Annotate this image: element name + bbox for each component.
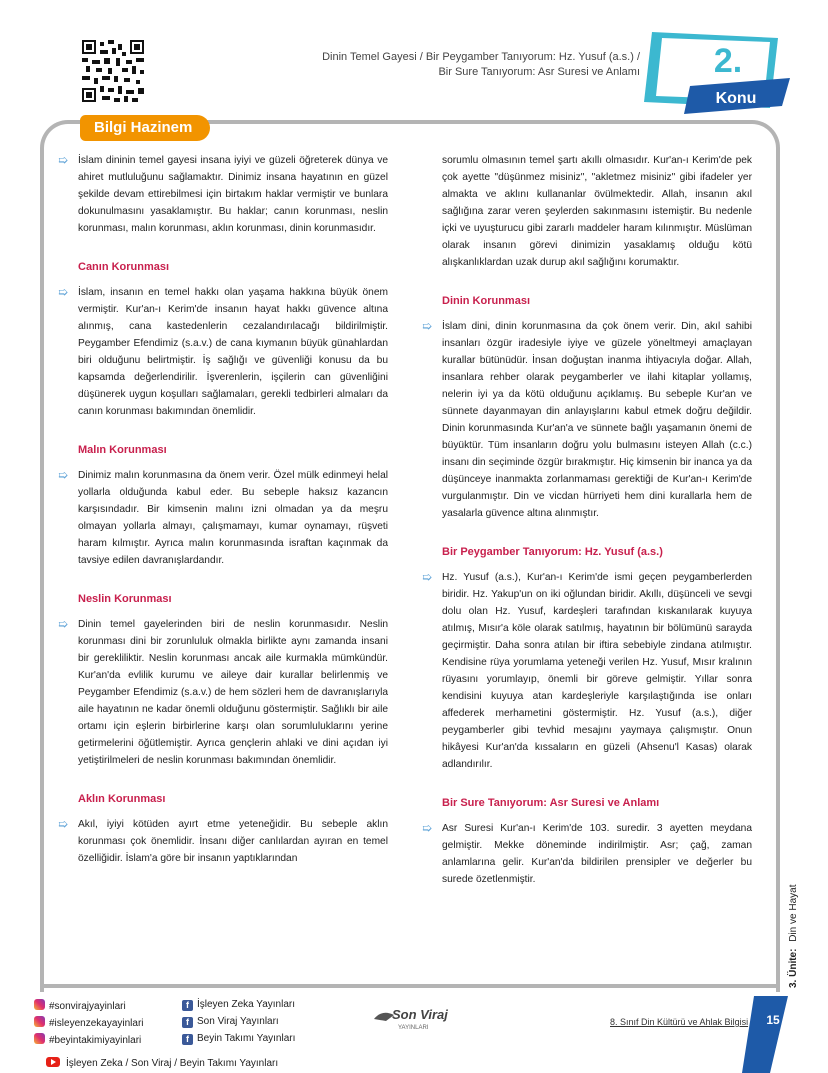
paragraph-asr — [422, 820, 752, 888]
section-title-akil: Aklın Korunması — [78, 793, 166, 805]
youtube-icon — [46, 1057, 60, 1067]
unit-label: 3. Ünite: — [788, 948, 799, 988]
arrow-icon: ➯ — [58, 153, 69, 167]
section-title-din: Dinin Korunması — [442, 295, 531, 307]
instagram-icon — [34, 999, 45, 1010]
asr-text: Asr Suresi Kur'an-ı Kerim'de 103. suredir. 3 ayetten meydana gelmiştir. Mekke döneminde indirilmiştir. Asr; çağ, zaman anlamlarına gelir. Kur'an'da bildirilen prensipler ve değerler bu surede özetlenmiştir. — [442, 823, 752, 885]
publisher-logo — [372, 1003, 462, 1033]
can-text: İslam, insanın en temel hakkı olan yaşama hakkına büyük önem vermiştir. Kur'an-ı Kerim'de insanın hayat hakkı güvence altına alınmış, cana kastedenlerin cezalandırılacağı bildirilmiştir. Peygamber Efendimiz (s.a.v.) de cana kıymanın büyük günahlardan biri olduğunu belirtmiştir. İş sağlığı ve güvenliği konusu da bu kapsamda değerlendirilir. İşverenlerin, işçilerin can güvenliğini düşünerek uygun koşulları sağlamaları, gerekli tedbirleri almaları da canın korunması bakımından önemlidir. — [78, 287, 388, 417]
arrow-icon: ➯ — [422, 319, 433, 333]
nesil-text: Dinin temel gayelerinden biri de neslin korunmasıdır. Neslin korunması dini bir zorunluluk olmakla birlikte aynı zamanda insani bir gerekliliktir. Neslin korunması ancak aile kurmakla mümkündür. Kur'an'da evlilik kurumu ve aileye dair kurallar belirlenmiş ve Peygamber Efendimiz (s.a.v.) de hem sözleri hem de davranışlarıyla aile hayatının ne kadar önemli olduğunu göstermiştir. Sağlıklı bir aile ortamı için eşlerin birbirlerine karşı olan sorumluluklarını yerine getirmelerini öğütlemiştir. Ayrıca gençlerin ahlaki ve dini açıdan iyi yetiştirilmeleri de neslin korunması bakımından önemlidir. — [78, 619, 388, 766]
logo-subtext: YAYINLARI — [398, 1025, 429, 1031]
intro-text: İslam dininin temel gayesi insana iyiyi ve güzeli öğreterek dünya ve ahiret mutluluğunu sağlamaktır. Dinimiz insana hayatının en güzel şekilde devam ettirebilmesi için birtakım haklar vermiştir ve bunlara dokunulmasını yasaklamıştır. Bu haklar; canın korunması, neslin korunması, malın korunması, aklın korunması, dinin korunmasıdır. — [78, 155, 388, 234]
konu-number: 2. — [713, 42, 743, 80]
youtube-link[interactable]: İşleyen Zeka / Son Viraj / Beyin Takımı Yayınları — [46, 1055, 278, 1072]
arrow-icon: ➯ — [58, 817, 69, 831]
instagram-item[interactable]: #isleyenzekayayinlari — [34, 1015, 144, 1032]
din-text: İslam dini, dinin korunmasına da çok önem verir. Din, akıl sahibi insanları özgür iradesiyle iyiye ve güzele yöneltmeyi amaçlayan kurallar bütünüdür. İnsan doğuştan inanma ihtiyacıyla doğar. Allah, insanlara rehber olarak peygamberler ve ilahi kitaplar yollamış, nelerin iyi ya da kötü olduğunu açıklamış. Bu sebeple Kur'an ve sünnete dayanmayan din anlayışlarını kabul etmek doğru değildir. Dinin korunmasında Kur'an'a ve sünnete bağlı yaşamanın önemi de büyüktür. Tüm insanların doğru yolu bulmasını isteyen Allah (c.c.) insanı din seçiminde özgür bırakmıştır. Hiç kimsenin bir inanca ya da düşünceye inanmakta zorlanmaması gerektiği de Kur'an-ı Kerim'de vurgulanmıştır. Din ve vicdan hürriyeti hem dini kurallarla hem de yasalarla güvence altına alınmıştır. — [442, 321, 752, 519]
book-title: 8. Sınıf Din Kültürü ve Ahlak Bilgisi — [610, 1017, 749, 1027]
page-number: 15 — [766, 1013, 780, 1027]
instagram-icon — [34, 1033, 45, 1044]
page-number-badge — [742, 996, 828, 1073]
section-title-mal: Malın Korunması — [78, 444, 167, 456]
page-header-title — [322, 50, 640, 80]
paragraph-akil-continued — [422, 152, 752, 271]
arrow-icon: ➯ — [422, 570, 433, 584]
akil-cont-text: sorumlu olmasının temel şartı akıllı olmasıdır. Kur'an-ı Kerim'de pek çok ayette "düşünmez misiniz", "akletmez misiniz" gibi ifadeler yer almakta ve aklını kullananlar övülmektedir. Allah, insanın akıl sağlığına zarar veren şeylerden sakınmasını istemiştir. Bu nedenle içki ve uyuşturucu gibi zararlı maddeler haram kılınmıştır. Müslüman olarak insanın görevi dinimizin yasaklamış olduğu kötü alışkanlıklardan uzak durup akıl sağlığını korumaktır. — [442, 155, 752, 268]
header-title-line-2: Bir Sure Tanıyorum: Asr Suresi ve Anlamı — [438, 66, 640, 78]
paragraph-akil — [58, 816, 388, 867]
facebook-item[interactable]: f İşleyen Zeka Yayınları — [182, 996, 295, 1013]
instagram-item[interactable]: #beyintakimiyayinlari — [34, 1032, 144, 1049]
paragraph-can — [58, 284, 388, 420]
akil-text: Akıl, iyiyi kötüden ayırt etme yeteneğidir. Bu sebeple aklın korunması çok önemlidir. İnsanı diğer canlılardan ayıran en temel özelliğidir. İslam'a göre bir insanın yaptıklarından — [78, 819, 388, 864]
facebook-icon: f — [182, 1017, 193, 1028]
arrow-icon: ➯ — [422, 821, 433, 835]
unit-side-label — [778, 880, 808, 990]
paragraph-yusuf — [422, 569, 752, 773]
section-title-nesil: Neslin Korunması — [78, 593, 172, 605]
paragraph-din — [422, 318, 752, 522]
logo-text: Son Viraj — [392, 1007, 448, 1022]
left-column — [58, 152, 388, 873]
instagram-list — [34, 998, 144, 1049]
facebook-icon: f — [182, 1034, 193, 1045]
instagram-item[interactable]: #sonvirajyayinlari — [34, 998, 144, 1015]
section-title-yusuf: Bir Peygamber Tanıyorum: Hz. Yusuf (a.s.) — [442, 546, 663, 558]
paragraph-nesil — [58, 616, 388, 769]
arrow-icon: ➯ — [58, 285, 69, 299]
paragraph-mal — [58, 467, 388, 569]
konu-badge — [640, 30, 800, 114]
right-column — [422, 152, 752, 894]
facebook-list — [182, 996, 295, 1047]
paragraph-intro — [58, 152, 388, 237]
section-title-asr: Bir Sure Tanıyorum: Asr Suresi ve Anlamı — [442, 797, 660, 809]
facebook-icon: f — [182, 1000, 193, 1011]
section-title-can: Canın Korunması — [78, 261, 170, 273]
arrow-icon: ➯ — [58, 468, 69, 482]
svg-text:3. Ünite: Din ve Hayat — [786, 884, 799, 988]
konu-label: Konu — [715, 90, 757, 107]
facebook-item[interactable]: f Son Viraj Yayınları — [182, 1013, 295, 1030]
arrow-icon: ➯ — [58, 617, 69, 631]
instagram-icon — [34, 1016, 45, 1027]
yusuf-text: Hz. Yusuf (a.s.), Kur'an-ı Kerim'de ismi geçen peygamberlerden biridir. Hz. Yakup'un on iki oğlundan biridir. Akıllı, düşünceli ve sevgi dolu olan Hz. Yusuf, kardeşleri tarafından kıskanılarak kuyuya atılmış, Mısır'a köle olarak satılmış, hayatının bir bölümünü sarayda geçirmiştir. Daha sonra atılan bir iftira sebebiyle zindana atılmıştır. Kendisine rüya yorumlama yeteneği verilen Hz. Yusuf, Mısır kralının rüyasını yorumlayıp, önemli bir göreve gelmiştir. Yıllar sonra kendisini kuyuya atan kardeşleriyle karşılaştığında ise onları affederek merhametini göstermiştir. Hz. Yusuf (a.s.), diğer peygamberler gibi tevhid mesajını yaymaya çalışmıştır. Onun hikâyesi Kur'an'da kıssaların en güzeli (Ahsenu'l Kasas) olarak adlandırılır. — [442, 572, 752, 770]
box-title: Bilgi Hazinem — [80, 115, 210, 141]
header-title-line-1: Dinin Temel Gayesi / Bir Peygamber Tanıyorum: Hz. Yusuf (a.s.) / — [322, 51, 640, 63]
qr-code[interactable] — [82, 40, 144, 102]
facebook-item[interactable]: f Beyin Takımı Yayınları — [182, 1030, 295, 1047]
content-frame-bottom — [40, 984, 780, 988]
unit-name: Din ve Hayat — [788, 884, 799, 942]
mal-text: Dinimiz malın korunmasına da önem verir. Özel mülk edinmeyi helal yollarla olduğunda kabul eder. Bu sebeple haksız kazancın karşısındadır. Bir kimsenin malını izni olmadan ya da meşru olmayan yollarla almayı, çalışmamayı, kumar oynamayı, rüşveti haram kılmıştır. Ayrıca malın korunmasında israftan kaçınmak da tavsiye edilen davranışlardandır. — [78, 470, 388, 566]
